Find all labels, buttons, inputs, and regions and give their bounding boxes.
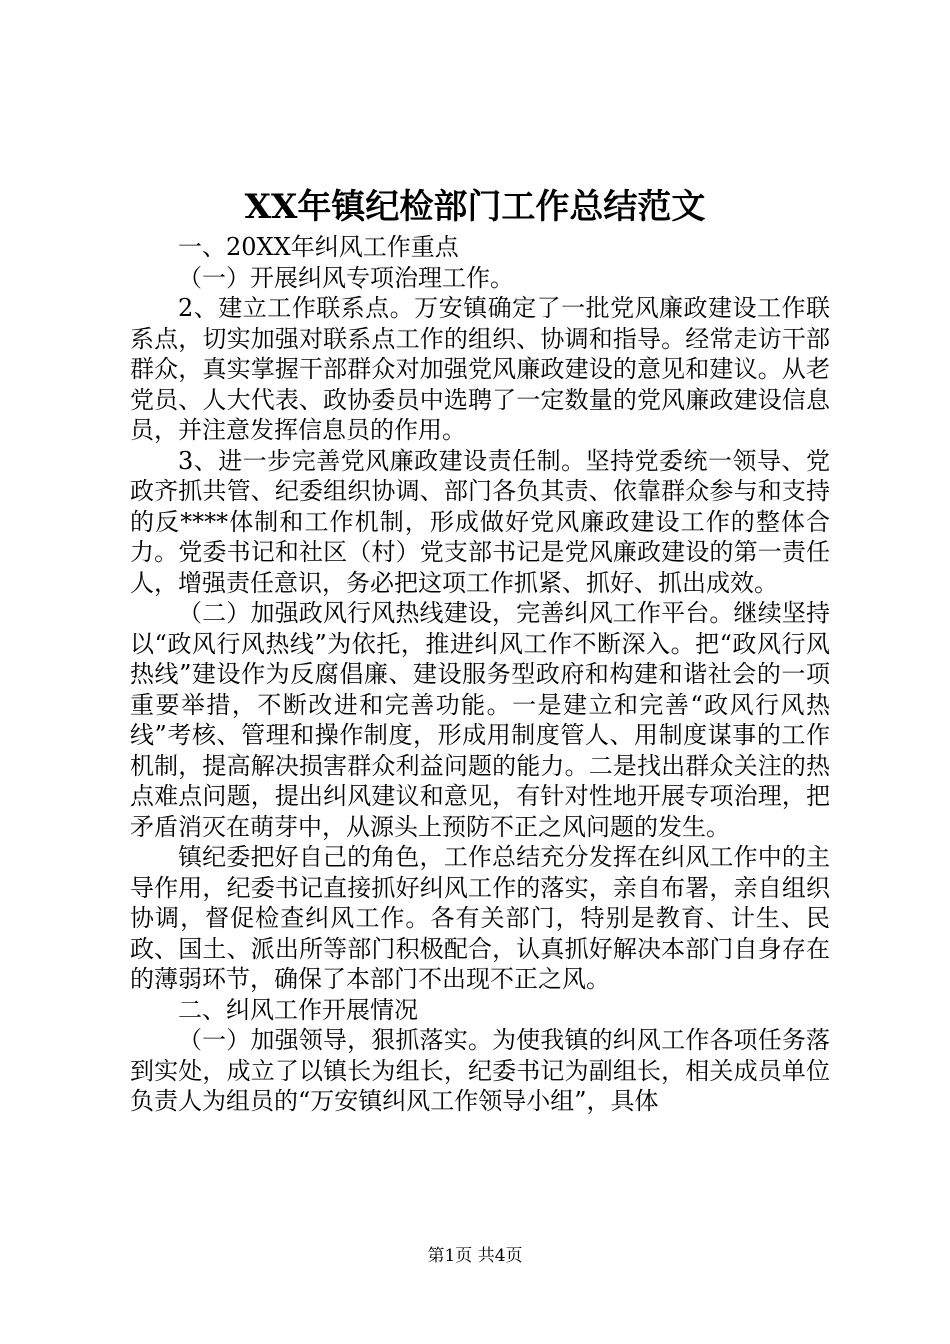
section-heading-1: 一、20XX年纠风工作重点: [178, 233, 459, 261]
paragraph-leadership: （一）加强领导，狠抓落实。为使我镇的纠风工作各项任务落到实处，成立了以镇长为组长，纪委书记为副组长，相关成员单位负责人为组员的“万安镇纠风工作领导小组”，具体: [130, 1026, 830, 1115]
section-heading-2: 二、纠风工作开展情况: [178, 995, 418, 1024]
subsection-heading-1: （一）开展纠风专项治理工作。: [178, 263, 514, 292]
paragraph-hotline: （二）加强政风行风热线建设，完善纠风工作平台。继续坚持以“政风行风热线”为依托，推进纠风工作不断深入。把“政风行风热线”建设作为反腐倡廉、建设服务型政府和构建和谐社会的一项重要举措，不断改进和完善功能。一是建立和完善“政风行风热线”考核、管理和操作制度，形成用制度管人、用制度谋事的工作机制，提高解决损害群众利益问题的能力。二是找出群众关注的热点难点问题，提出纠风建议和意见，有针对性地开展专项治理，把矛盾消灭在萌芽中，从源头上预防不正之风问题的发生。: [130, 599, 830, 841]
document-title: XX年镇纪检部门工作总结范文: [244, 187, 706, 227]
paragraph-commission-role: 镇纪委把好自己的角色，工作总结充分发挥在纠风工作中的主导作用，纪委书记直接抓好纠风工作的落实，亲自布署，亲自组织协调，督促检查纠风工作。各有关部门，特别是教育、计生、民政、国土、派出所等部门积极配合，认真抓好解决本部门自身存在的薄弱环节，确保了本部门不出现不正之风。: [130, 843, 830, 993]
paragraph-contact-points: 2、建立工作联系点。万安镇确定了一批党风廉政建设工作联系点，切实加强对联系点工作的组织、协调和指导。经常走访干部群众，真实掌握干部群众对加强党风廉政建设的意见和建议。从老党员、人大代表、政协委员中选聘了一定数量的党风廉政建设信息员，并注意发挥信息员的作用。: [130, 294, 830, 444]
document-body: [130, 232, 830, 1117]
page-footer: 第1页 共4页: [427, 1246, 523, 1266]
paragraph-responsibility-system: 3、进一步完善党风廉政建设责任制。坚持党委统一领导、党政齐抓共管、纪委组织协调、部门各负其责、依靠群众参与和支持的反****体制和工作机制，形成做好党风廉政建设工作的整体合力。党委书记和社区（村）党支部书记是党风廉政建设的第一责任人，增强责任意识，务必把这项工作抓紧、抓好、抓出成效。: [130, 446, 830, 597]
